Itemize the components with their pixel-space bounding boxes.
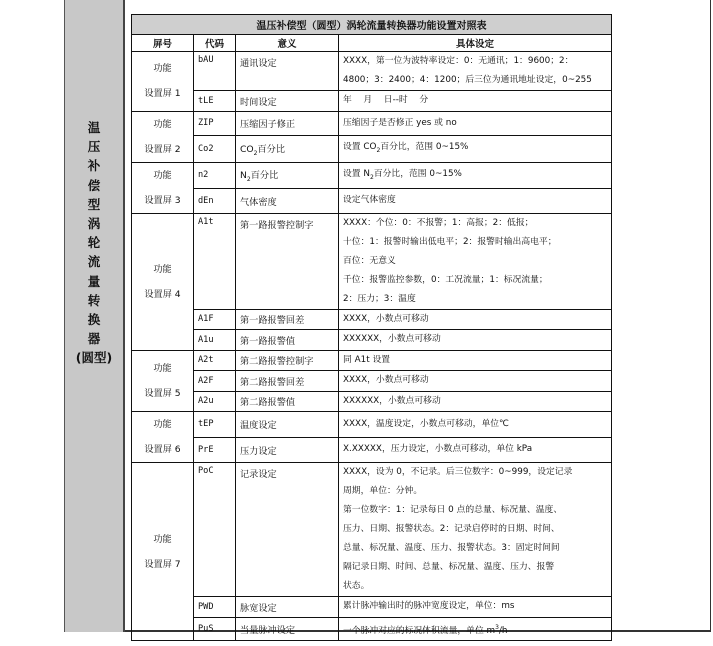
detail-line: XXXX：个位：0：不报警；1：高报；2：低报； bbox=[343, 217, 534, 228]
code-cell: PWD bbox=[194, 597, 236, 618]
meaning-text: 百分比 bbox=[257, 143, 286, 155]
detail-line: XXXX，设为 0，不记录。后三位数字：0~999，设定记录 bbox=[343, 467, 573, 477]
subscript: 2 bbox=[369, 173, 374, 181]
settings-table bbox=[131, 14, 612, 641]
code-cell: bAU bbox=[194, 52, 236, 91]
detail-cell bbox=[339, 617, 612, 641]
detail-text: 百分比，范围 0~15% bbox=[380, 141, 469, 152]
sidebar-title-char: 偿 bbox=[87, 177, 101, 193]
meaning-cell: 第一路报警值 bbox=[236, 330, 339, 351]
code-cell: A1t bbox=[194, 213, 236, 309]
table-row bbox=[132, 91, 612, 112]
header-screen: 屏号 bbox=[132, 35, 194, 52]
screen-number: 设置屏 3 bbox=[144, 194, 181, 206]
table-row bbox=[132, 350, 612, 371]
detail-cell bbox=[339, 463, 612, 597]
meaning-cell: 通讯设定 bbox=[236, 52, 339, 91]
table-row bbox=[132, 162, 612, 189]
superscript: 3 bbox=[495, 623, 499, 631]
code-cell: Co2 bbox=[194, 135, 236, 162]
detail-cell bbox=[339, 52, 612, 91]
meaning-cell bbox=[236, 135, 339, 162]
code-cell: PuS bbox=[194, 617, 236, 641]
screen-number: 设置屏 6 bbox=[144, 444, 181, 455]
detail-cell: 压缩因子是否修正 yes 或 no bbox=[339, 111, 612, 135]
meaning-cell bbox=[236, 162, 339, 189]
detail-cell bbox=[339, 162, 612, 189]
sidebar-title-char: 换 bbox=[87, 312, 101, 328]
table-row bbox=[132, 111, 612, 135]
detail-text: 设置 N bbox=[343, 168, 370, 179]
table-row bbox=[132, 463, 612, 597]
screen-label: 功能 bbox=[153, 263, 172, 275]
code-cell: n2 bbox=[194, 162, 236, 189]
detail-line: 周期，单位：分钟。 bbox=[343, 486, 423, 496]
screen-label: 功能 bbox=[153, 362, 172, 374]
detail-line: 4800；3：2400；4：1200；后三位为通讯地址设定，0~255 bbox=[343, 75, 592, 85]
screen-cell bbox=[132, 350, 194, 412]
table-row bbox=[132, 135, 612, 162]
screen-label: 功能 bbox=[153, 419, 172, 430]
code-cell: A1u bbox=[194, 330, 236, 351]
detail-line: 百位：无意义 bbox=[343, 255, 396, 266]
sidebar-title-char: 压 bbox=[87, 139, 101, 155]
table-row bbox=[132, 309, 612, 330]
detail-line: 2：压力；3：温度 bbox=[343, 293, 416, 304]
screen-number: 设置屏 2 bbox=[144, 143, 181, 155]
screen-label: 功能 bbox=[153, 118, 172, 130]
table-row bbox=[132, 330, 612, 351]
subscript: 2 bbox=[253, 149, 258, 157]
meaning-cell: 第一路报警回差 bbox=[236, 309, 339, 330]
detail-cell: 同 A1t 设置 bbox=[339, 350, 612, 371]
meaning-cell: 第一路报警控制字 bbox=[236, 213, 339, 309]
detail-cell: 累计脉冲输出时的脉冲宽度设定，单位：ms bbox=[339, 597, 612, 618]
screen-number: 设置屏 5 bbox=[144, 387, 181, 399]
code-cell: A2F bbox=[194, 371, 236, 392]
detail-line: 总量、标况量、温度、压力、报警状态。3：固定时间间 bbox=[343, 543, 560, 553]
detail-cell bbox=[339, 213, 612, 309]
sidebar-title-char: 器 bbox=[87, 331, 101, 347]
detail-cell: XXXXXX，小数点可移动 bbox=[339, 330, 612, 351]
sidebar-title-char: 量 bbox=[87, 273, 101, 289]
table-row bbox=[132, 597, 612, 618]
table-row bbox=[132, 391, 612, 412]
code-cell: A2t bbox=[194, 350, 236, 371]
table-header-row bbox=[132, 35, 612, 52]
detail-cell: X.XXXXX，压力设定，小数点可移动，单位 kPa bbox=[339, 437, 612, 463]
code-cell: tLE bbox=[194, 91, 236, 112]
detail-line: 第一位数字：1：记录每日 0 点的总量、标况量、温度、 bbox=[343, 505, 563, 515]
code-cell: tEP bbox=[194, 412, 236, 438]
screen-label: 功能 bbox=[153, 63, 172, 75]
detail-cell: XXXX，温度设定，小数点可移动，单位℃ bbox=[339, 412, 612, 438]
detail-cell: 年 月 日--时 分 bbox=[339, 91, 612, 112]
code-cell: PrE bbox=[194, 437, 236, 463]
detail-text: 百分比，范围 0~15% bbox=[373, 168, 462, 179]
detail-cell: XXXXXX，小数点可移动 bbox=[339, 391, 612, 412]
detail-line: 隔记录日期、时间、总量、标况量、温度、压力、报警 bbox=[343, 562, 555, 572]
meaning-text: CO bbox=[240, 143, 254, 155]
meaning-cell: 温度设定 bbox=[236, 412, 339, 438]
screen-cell bbox=[132, 463, 194, 641]
meaning-text: N bbox=[240, 170, 247, 182]
meaning-cell: 当量脉冲设定 bbox=[236, 617, 339, 641]
meaning-text: 百分比 bbox=[250, 170, 279, 182]
screen-number: 设置屏 1 bbox=[144, 88, 181, 100]
sidebar-title-char: 涡 bbox=[87, 216, 101, 232]
meaning-cell: 压缩因子修正 bbox=[236, 111, 339, 135]
header-detail: 具体设定 bbox=[339, 35, 612, 52]
screen-cell bbox=[132, 412, 194, 463]
meaning-cell: 第二路报警回差 bbox=[236, 371, 339, 392]
detail-line: 压力、日期、报警状态。2：记录启停时的日期、时间、 bbox=[343, 524, 560, 534]
sidebar-title-char: 补 bbox=[87, 158, 101, 174]
sidebar-title-char: 型 bbox=[87, 196, 101, 212]
table-title: 温压补偿型（圆型）涡轮流量转换器功能设置对照表 bbox=[132, 15, 612, 35]
table-row bbox=[132, 412, 612, 438]
meaning-cell: 第二路报警控制字 bbox=[236, 350, 339, 371]
screen-cell bbox=[132, 162, 194, 213]
meaning-cell: 第二路报警值 bbox=[236, 391, 339, 412]
detail-cell bbox=[339, 135, 612, 162]
screen-cell bbox=[132, 213, 194, 350]
screen-number: 设置屏 7 bbox=[144, 558, 181, 570]
sidebar-title-char: (圆型) bbox=[75, 350, 113, 366]
subscript: 2 bbox=[376, 146, 381, 154]
sidebar-title-char: 轮 bbox=[87, 235, 101, 251]
detail-cell: XXXX，小数点可移动 bbox=[339, 371, 612, 392]
sidebar-title-char: 流 bbox=[87, 254, 101, 270]
table-row bbox=[132, 213, 612, 309]
code-cell: dEn bbox=[194, 189, 236, 213]
meaning-cell: 时间设定 bbox=[236, 91, 339, 112]
screen-label: 功能 bbox=[153, 169, 172, 181]
detail-cell: 设定气体密度 bbox=[339, 189, 612, 213]
subscript: 2 bbox=[246, 176, 251, 184]
detail-text: /h bbox=[498, 625, 508, 636]
code-cell: ZIP bbox=[194, 111, 236, 135]
sidebar-title-char: 温 bbox=[87, 120, 101, 135]
screen-label: 功能 bbox=[153, 533, 172, 545]
screen-cell bbox=[132, 111, 194, 162]
sidebar-title bbox=[65, 118, 123, 368]
table-row bbox=[132, 617, 612, 641]
meaning-cell: 压力设定 bbox=[236, 437, 339, 463]
detail-text: 设置 CO bbox=[343, 141, 377, 152]
detail-line: 千位：报警监控参数，0：工况流量；1：标况流量； bbox=[343, 274, 548, 285]
meaning-cell: 记录设定 bbox=[236, 463, 339, 597]
detail-line: 状态。 bbox=[343, 581, 370, 591]
meaning-cell: 气体密度 bbox=[236, 189, 339, 213]
table-row bbox=[132, 52, 612, 91]
detail-text: 一个脉冲对应的标况体积流量，单位 m bbox=[343, 625, 496, 636]
table-row bbox=[132, 371, 612, 392]
detail-line: XXXX，第一位为波特率设定：0：无通讯；1：9600；2： bbox=[343, 56, 574, 66]
code-cell: A2u bbox=[194, 391, 236, 412]
sidebar bbox=[64, 0, 125, 632]
table-row bbox=[132, 189, 612, 213]
code-cell: PoC bbox=[194, 463, 236, 597]
code-cell: A1F bbox=[194, 309, 236, 330]
detail-line: 十位：1：报警时输出低电平；2：报警时输出高电平； bbox=[343, 236, 557, 247]
screen-number: 设置屏 4 bbox=[144, 288, 181, 300]
header-meaning: 意义 bbox=[236, 35, 339, 52]
table-title-row bbox=[132, 15, 612, 35]
meaning-cell: 脉宽设定 bbox=[236, 597, 339, 618]
table-row bbox=[132, 437, 612, 463]
sidebar-title-char: 转 bbox=[87, 292, 101, 308]
screen-cell bbox=[132, 52, 194, 112]
header-code: 代码 bbox=[194, 35, 236, 52]
detail-cell: XXXX，小数点可移动 bbox=[339, 309, 612, 330]
